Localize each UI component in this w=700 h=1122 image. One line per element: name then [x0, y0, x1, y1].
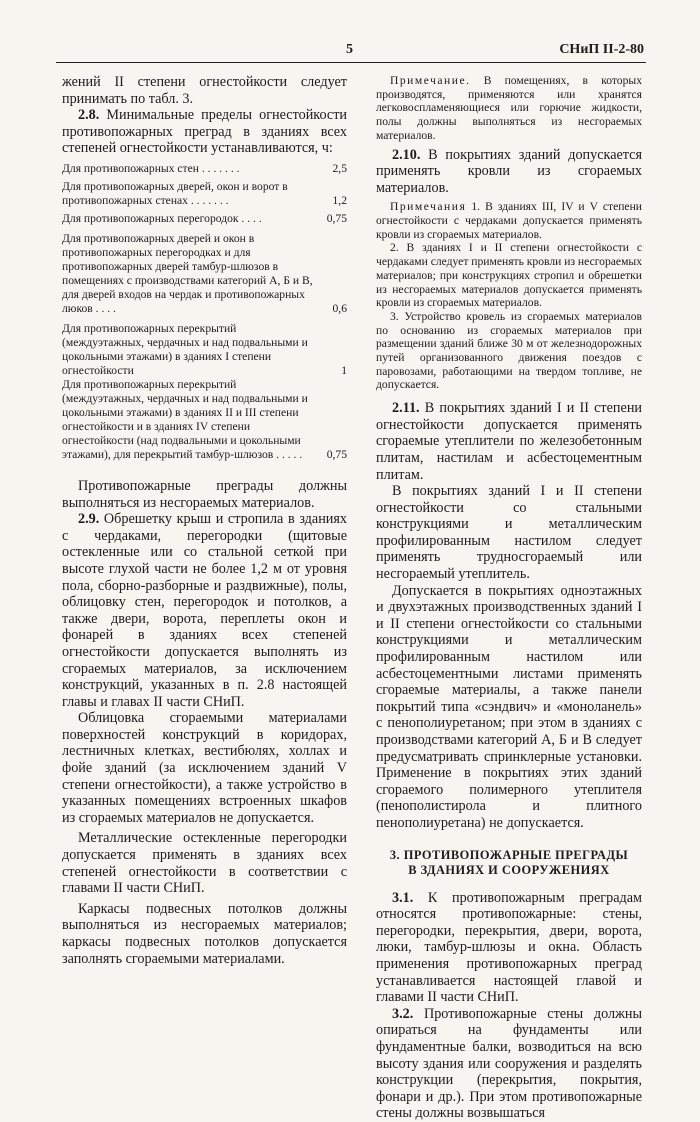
paragraph-number: 2.9.: [78, 511, 100, 528]
paragraph-2-9: [62, 511, 347, 710]
paragraph-3-1: [376, 890, 642, 1006]
right-column: [376, 74, 642, 1122]
table-row: [62, 322, 347, 378]
fire-resistance-table: [62, 162, 347, 462]
paragraph-steel-structures: В покрытиях зданий I и II степени огнестойкости со стальными конструкциями и металлическим профилированным настилом следует применять трудносгораемый или несгораемый утеплитель.: [376, 483, 642, 583]
paragraph-2-10: [376, 147, 642, 197]
paragraph-number: 2.8.: [78, 107, 100, 124]
left-column: [62, 74, 347, 967]
table-row-value: 1: [341, 363, 347, 377]
table-row: [62, 212, 347, 226]
header-rule: [56, 62, 646, 63]
note-floors: [376, 74, 642, 143]
paragraph-facing: Облицовка сгораемыми материалами поверхностей конструкций в коридорах, лестничных клетках, вестибюлях, холлах и фойе зданий (за исключением зданий V степени огнестойкости), а также устройство в указанных помещениях встроенных шкафов из сгораемых материалов не допускается.: [62, 710, 347, 826]
table-row-label: Для противопожарных перегородок . . . .: [62, 211, 262, 225]
paragraph-2-11: [376, 400, 642, 483]
paragraph-number: 2.10.: [392, 146, 421, 163]
note-label: Примечание.: [390, 74, 471, 87]
note-text: В помещениях, в которых производятся, применяются или хранятся легковоспламеняющиеся или горючие жидкости, полы должны выполняться из несгораемых материалов.: [376, 74, 642, 142]
paragraph-2-8: [62, 107, 347, 157]
paragraph-text: Обрешетку крыш и стропила в зданиях с чердаками, перегородки (щитовые остекленные или со стальной сеткой при высоте глухой части не более 1,2 м от уровня пола, сборно-разборные и раздвижные), полы, облицовку стен, перегородок и потолков, а также двери, ворота, переплеты окон и фонарей в зданиях всех степеней огнестойкости допускается выполнять из сгораемых материалов, за исключением конструкций, указанных в п. 2.8 настоящей главы и главах II части СНиП.: [62, 511, 347, 710]
note-roofing-3: 3. Устройство кровель из сгораемых материалов по основанию из сгораемых материалов при размещении зданий ближе 30 м от железнодорожных путей организованного движения поездов с паровозами, работающими на твердом топливе, не допускается.: [376, 309, 642, 392]
note-roofing-1: [376, 200, 642, 241]
document-code: СНиП II-2-80: [559, 42, 644, 57]
note-text: 1. В зданиях III, IV и V степени огнестойкости с чердаками допускается применять кровли из сгораемых материалов.: [376, 200, 642, 241]
paragraph-text: В покрытиях зданий допускается применять кровли из сгораемых материалов.: [376, 146, 642, 196]
paragraph-text: Противопожарные стены должны опираться на фундаменты или фундаментные балки, возводиться на всю высоту здания или сооружения и разделять конструкции (перекрытия, покрытия, фонари и др.). При этом противопожарные стены должны возвышаться: [376, 1005, 643, 1122]
paragraph-number: 3.1.: [392, 889, 414, 906]
table-row-value: 2,5: [332, 161, 347, 175]
table-row-value: 0,6: [332, 301, 347, 315]
paragraph-number: 2.11.: [392, 400, 420, 417]
page-number: 5: [346, 42, 353, 57]
page-header: [0, 42, 700, 62]
continued-paragraph: жений II степени огнестойкости следует принимать по табл. 3.: [62, 74, 347, 107]
table-row: [62, 378, 347, 462]
table-row-value: 1,2: [332, 193, 347, 207]
paragraph-suspended-ceilings: Каркасы подвесных потолков должны выполняться из несгораемых материалов; каркасы подвесных потолков допускается заполнять сгораемыми материалами.: [62, 900, 347, 967]
table-row-label: Для противопожарных дверей, окон и ворот в противопожарных стенах . . . . . . .: [62, 179, 288, 207]
paragraph-number: 3.2.: [392, 1005, 414, 1022]
paragraph-3-2: [376, 1006, 642, 1122]
table-row-value: 0,75: [326, 211, 347, 225]
table-row: [62, 162, 347, 176]
paragraph-single-storey: Допускается в покрытиях одноэтажных и двухэтажных производственных зданий I и II степени огнестойкости со стальными конструкциями и металлическим профилированным настилом или асбестоцементными листами применять сгораемые материалы, а также панели покрытий типа «сэндвич» и «моноланель» с пенополиуретаном; при этом в зданиях с производствами категорий А, Б и В следует предусматривать спринклерные установки. Применение в покрытиях этих зданий сгораемого полимерного утеплителя (пенополистирола и плитного пенополиуретана) не допускается.: [376, 582, 642, 831]
table-row-label: Для противопожарных перекрытий (междуэтажных, чердачных и над подвальными и цокольными этажами) в зданиях I степени огнестойкости: [62, 321, 308, 377]
table-row-label: Для противопожарных дверей и окон в противопожарных перегородках и для противопожарных дверей тамбур-шлюзов в помещениях с производствами категорий А, Б и В, для дверей входов на чердак и противопожарных люков . . . .: [62, 231, 313, 315]
table-row: [62, 232, 347, 316]
notes-label: Примечания: [390, 200, 467, 214]
paragraph-text: В покрытиях зданий I и II степени огнестойкости допускается применять сгораемые утеплители по железобетонным плитам, настилам и асбестоцементным плитам.: [376, 400, 643, 483]
paragraph-metal-partitions: Металлические остекленные перегородки допускается применять в зданиях всех степеней огнестойкости в соответствии с главами II части СНиП.: [62, 830, 347, 897]
table-row-label: Для противопожарных перекрытий (междуэтажных, чердачных и над подвальными и цокольными этажами) в зданиях II и III степени огнестойкости и в зданиях IV степени огнестойкости (над подвальными и цокольными этажами), для перекрытий тамбур-шлюзов . . . . .: [62, 377, 308, 461]
paragraph-barriers-material: Противопожарные преграды должны выполняться из несгораемых материалов.: [62, 477, 347, 511]
table-row-value: 0,75: [326, 447, 347, 461]
section-subtitle: В ЗДАНИЯХ И СООРУЖЕНИЯХ: [408, 862, 610, 877]
paragraph-text: Минимальные пределы огнестойкости противопожарных преград в зданиях всех степеней огнестойкости устанавливаются, ч:: [62, 107, 348, 157]
paragraph-text: К противопожарным преградам относятся противопожарные: стены, перегородки, перекрытия, двери, ворота, люки, тамбур-шлюзы и окна. Область применения противопожарных преград устанавливается настоящей главой и главами II части СНиП.: [376, 889, 642, 1006]
table-row: [62, 180, 347, 208]
section-title: 3. ПРОТИВОПОЖАРНЫЕ ПРЕГРАДЫ: [389, 847, 629, 862]
note-roofing-2: 2. В зданиях I и II степени огнестойкости с чердаками следует применять кровли из несгораемых материалов; при конструкциях стропил и обрешетки из несгораемых материалов допускается применять кровли из сгораемых материалов.: [376, 241, 642, 310]
table-row-label: Для противопожарных стен . . . . . . .: [62, 161, 240, 175]
